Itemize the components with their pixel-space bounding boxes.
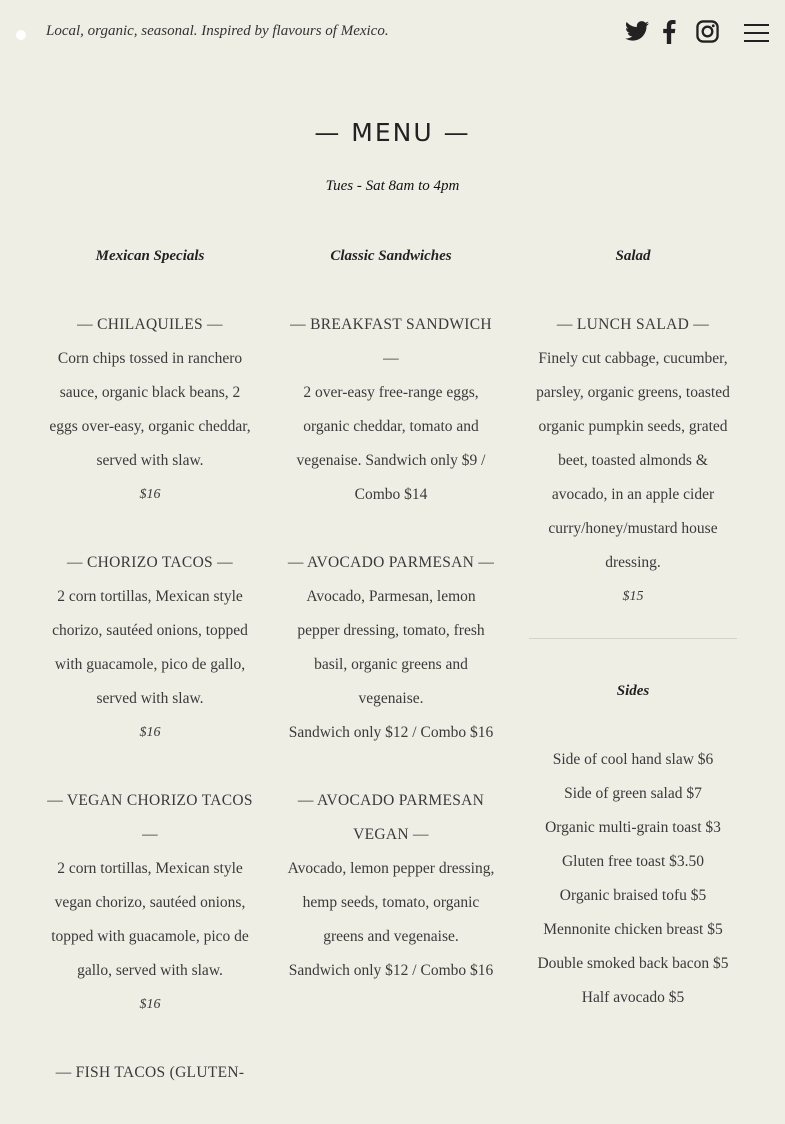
item-name: — VEGAN CHORIZO TACOS — <box>47 792 253 843</box>
menu-item <box>46 308 254 512</box>
menu-item <box>46 1056 254 1090</box>
item-name: — LUNCH SALAD — <box>556 316 710 333</box>
menu-item <box>46 784 254 1022</box>
section-heading: Salad <box>615 248 651 264</box>
sides-list <box>529 743 737 1015</box>
side-item: Mennonite chicken breast $5 <box>543 921 723 938</box>
item-description: 2 corn tortillas, Mexican style chorizo, sautéed onions, topped with guacamole, pico de gallo, served with slaw. <box>52 588 248 707</box>
top-bar <box>0 0 785 66</box>
side-item: Organic multi-grain toast $3 <box>545 819 721 836</box>
section-divider <box>529 638 737 639</box>
side-item: Organic braised tofu $5 <box>559 887 707 904</box>
item-price: $15 <box>622 589 644 604</box>
side-item: Side of cool hand slaw $6 <box>552 751 714 768</box>
item-description: 2 over-easy free-range eggs, organic cheddar, tomato and vegenaise. Sandwich only $9 / Combo $14 <box>296 384 486 503</box>
item-name: — AVOCADO PARMESAN — <box>287 554 495 571</box>
section-heading: Classic Sandwiches <box>330 248 452 264</box>
menu-item <box>287 784 495 988</box>
menu-item <box>46 546 254 750</box>
hamburger-menu-icon[interactable] <box>744 22 770 42</box>
item-description: 2 corn tortillas, Mexican style vegan chorizo, sautéed onions, topped with guacamole, pico de gallo, served with slaw. <box>51 860 249 979</box>
classic-sandwiches-column <box>287 240 495 1022</box>
menu-item <box>287 546 495 750</box>
section-heading: Mexican Specials <box>95 248 205 264</box>
item-description: Avocado, lemon pepper dressing, hemp seeds, tomato, organic greens and vegenaise. <box>287 860 495 945</box>
tagline: Local, organic, seasonal. Inspired by flavours of Mexico. <box>46 23 389 39</box>
item-price: $16 <box>139 725 161 740</box>
item-name: — AVOCADO PARMESAN VEGAN — <box>297 792 485 843</box>
menu-item <box>529 308 737 614</box>
side-item: Double smoked back bacon $5 <box>537 955 729 972</box>
side-item: Gluten free toast $3.50 <box>561 853 705 870</box>
item-name: — BREAKFAST SANDWICH — <box>290 316 492 367</box>
page-title: — MENU — <box>314 118 471 147</box>
item-description: Avocado, Parmesan, lemon pepper dressing, tomato, fresh basil, organic greens and vegenaise. <box>297 588 485 707</box>
item-description: Corn chips tossed in ranchero sauce, organic black beans, 2 eggs over-easy, organic cheddar, served with slaw. <box>49 350 251 469</box>
mexican-specials-column <box>46 240 254 1124</box>
logo-dot[interactable] <box>16 30 26 40</box>
menu-item <box>287 308 495 512</box>
opening-hours: Tues - Sat 8am to 4pm <box>325 178 460 194</box>
item-price: $16 <box>139 997 161 1012</box>
section-heading: Sides <box>616 683 650 699</box>
twitter-icon[interactable] <box>625 20 649 42</box>
facebook-icon[interactable] <box>662 20 676 44</box>
salad-column <box>529 240 737 1015</box>
side-item: Half avocado $5 <box>581 989 685 1006</box>
item-price-options: Sandwich only $12 / Combo $16 <box>288 962 494 979</box>
item-price: $16 <box>139 487 161 502</box>
instagram-icon[interactable] <box>696 20 719 43</box>
item-name: — CHORIZO TACOS — <box>67 554 233 571</box>
item-name: — CHILAQUILES — <box>77 316 223 333</box>
item-name: — FISH TACOS (GLUTEN- <box>55 1064 245 1081</box>
item-description: Finely cut cabbage, cucumber, parsley, organic greens, toasted organic pumpkin seeds, grated beet, toasted almonds & avocado, in an apple cider curry/honey/mustard house dressing. <box>536 350 730 571</box>
side-item: Side of green salad $7 <box>564 785 702 802</box>
item-price-options: Sandwich only $12 / Combo $16 <box>288 724 494 741</box>
